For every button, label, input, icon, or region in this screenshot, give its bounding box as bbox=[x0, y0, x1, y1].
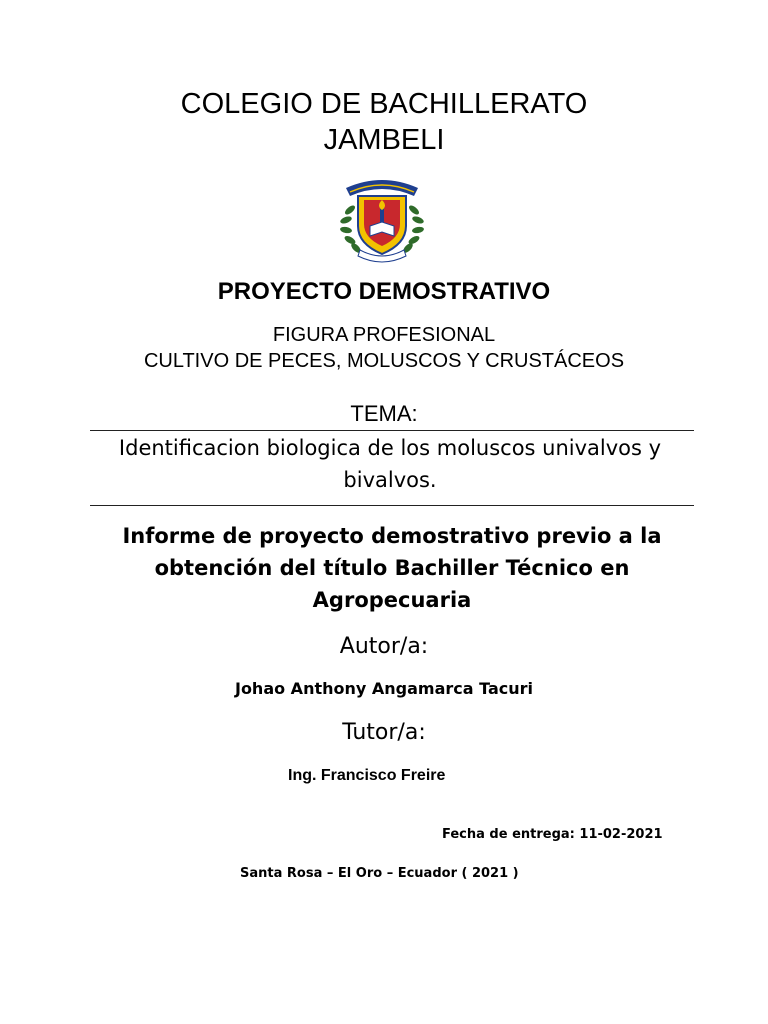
tema-bottom-rule bbox=[90, 505, 694, 506]
fecha-entrega: Fecha de entrega: 11-02-2021 bbox=[442, 827, 663, 842]
project-title: PROYECTO DEMOSTRATIVO bbox=[217, 278, 551, 305]
figura-name: CULTIVO DE PECES, MOLUSCOS Y CRUSTÁCEOS bbox=[143, 350, 625, 372]
tema-top-rule bbox=[90, 430, 694, 431]
school-name-line2: JAMBELI bbox=[323, 124, 445, 156]
school-name-line1: COLEGIO DE BACHILLERATO bbox=[180, 88, 588, 120]
autor-name: Johao Anthony Angamarca Tacuri bbox=[234, 679, 534, 698]
tema-text: Identificacion biologica de los moluscos univalvos y bivalvos. bbox=[118, 436, 662, 492]
lugar-fecha: Santa Rosa – El Oro – Ecuador ( 2021 ) bbox=[240, 866, 519, 881]
figura-label: FIGURA PROFESIONAL bbox=[272, 324, 496, 346]
school-name bbox=[0, 86, 768, 158]
tema-label: TEMA: bbox=[350, 401, 418, 426]
figura-profesional bbox=[0, 322, 768, 374]
informe-text: Informe de proyecto demostrativo previo a la obtención del título Bachiller Técnico en Agropecuaria bbox=[122, 524, 662, 612]
tutor-label: Tutor/a: bbox=[342, 720, 426, 745]
school-crest-icon bbox=[336, 170, 428, 266]
autor-label: Autor/a: bbox=[339, 634, 429, 659]
tutor-name: Ing. Francisco Freire bbox=[288, 767, 446, 784]
